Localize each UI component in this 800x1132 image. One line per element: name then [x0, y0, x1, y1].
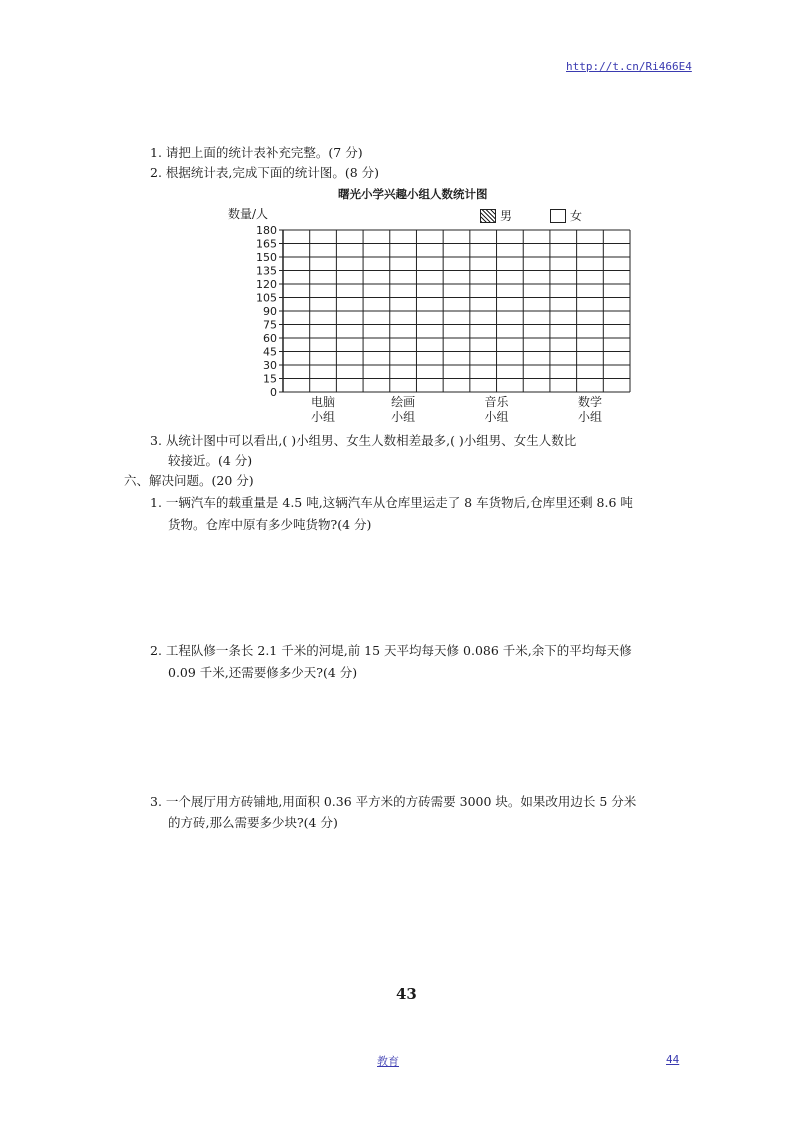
y-tick-label: 135 [256, 264, 277, 278]
question-3-line2: 较接近。(4 分) [168, 453, 253, 468]
footer-link[interactable]: 教育 [377, 1055, 399, 1068]
problem-3-line1: 3. 一个展厅用方砖铺地,用面积 0.36 平方米的方砖需要 3000 块。如果改用边长 5 分米 [150, 794, 637, 809]
y-tick-label: 180 [256, 224, 277, 237]
problem-2-line1: 2. 工程队修一条长 2.1 千米的河堤,前 15 天平均每天修 0.086 千米,余下的平均每天修 [150, 643, 632, 658]
category-label-sub: 小组 [311, 410, 336, 424]
category-label-sub: 小组 [391, 410, 416, 424]
y-tick-label: 75 [263, 318, 277, 332]
y-tick-label: 15 [263, 372, 277, 386]
chart-title: 曙光小学兴趣小组人数统计图 [338, 187, 488, 201]
category-label: 音乐 [484, 395, 509, 409]
y-tick-label: 45 [263, 345, 277, 359]
footer-page-link[interactable]: 44 [666, 1053, 680, 1066]
bar-chart-grid [220, 222, 640, 432]
section-6-heading: 六、解决问题。(20 分) [124, 473, 254, 488]
question-3-line1: 3. 从统计图中可以看出,( )小组男、女生人数相差最多,( )小组男、女生人数比 [150, 433, 577, 448]
problem-1-line1: 1. 一辆汽车的载重量是 4.5 吨,这辆汽车从仓库里运走了 8 车货物后,仓库里还剩 8.6 吨 [150, 495, 633, 510]
question-2: 2. 根据统计表,完成下面的统计图。(8 分) [150, 165, 380, 180]
y-axis-label: 数量/人 [228, 207, 269, 221]
y-tick-label: 165 [256, 237, 277, 251]
y-tick-label: 60 [263, 332, 277, 345]
page-number: 43 [396, 985, 417, 1003]
legend-female-label: 女 [570, 209, 583, 223]
header-url-link[interactable]: http://t.cn/Ri466E4 [566, 60, 692, 73]
y-tick-label: 30 [263, 359, 277, 372]
problem-3-line2: 的方砖,那么需要多少块?(4 分) [168, 815, 338, 830]
problem-2-line2: 0.09 千米,还需要修多少天?(4 分) [168, 665, 358, 680]
question-1: 1. 请把上面的统计表补充完整。(7 分) [150, 145, 363, 160]
category-label: 电脑 [311, 395, 336, 409]
blank-swatch-icon [550, 209, 566, 223]
y-tick-label: 120 [256, 278, 277, 291]
category-label-sub: 小组 [484, 410, 509, 424]
y-tick-label: 0 [270, 386, 277, 399]
y-tick-label: 105 [256, 291, 277, 305]
category-label: 绘画 [391, 395, 416, 409]
hatched-swatch-icon [480, 209, 496, 223]
y-tick-label: 150 [256, 251, 277, 264]
y-tick-label: 90 [263, 305, 277, 318]
legend-male-label: 男 [500, 209, 513, 223]
category-label-sub: 小组 [577, 410, 602, 424]
problem-1-line2: 货物。仓库中原有多少吨货物?(4 分) [168, 517, 372, 532]
category-label: 数学 [577, 395, 602, 409]
